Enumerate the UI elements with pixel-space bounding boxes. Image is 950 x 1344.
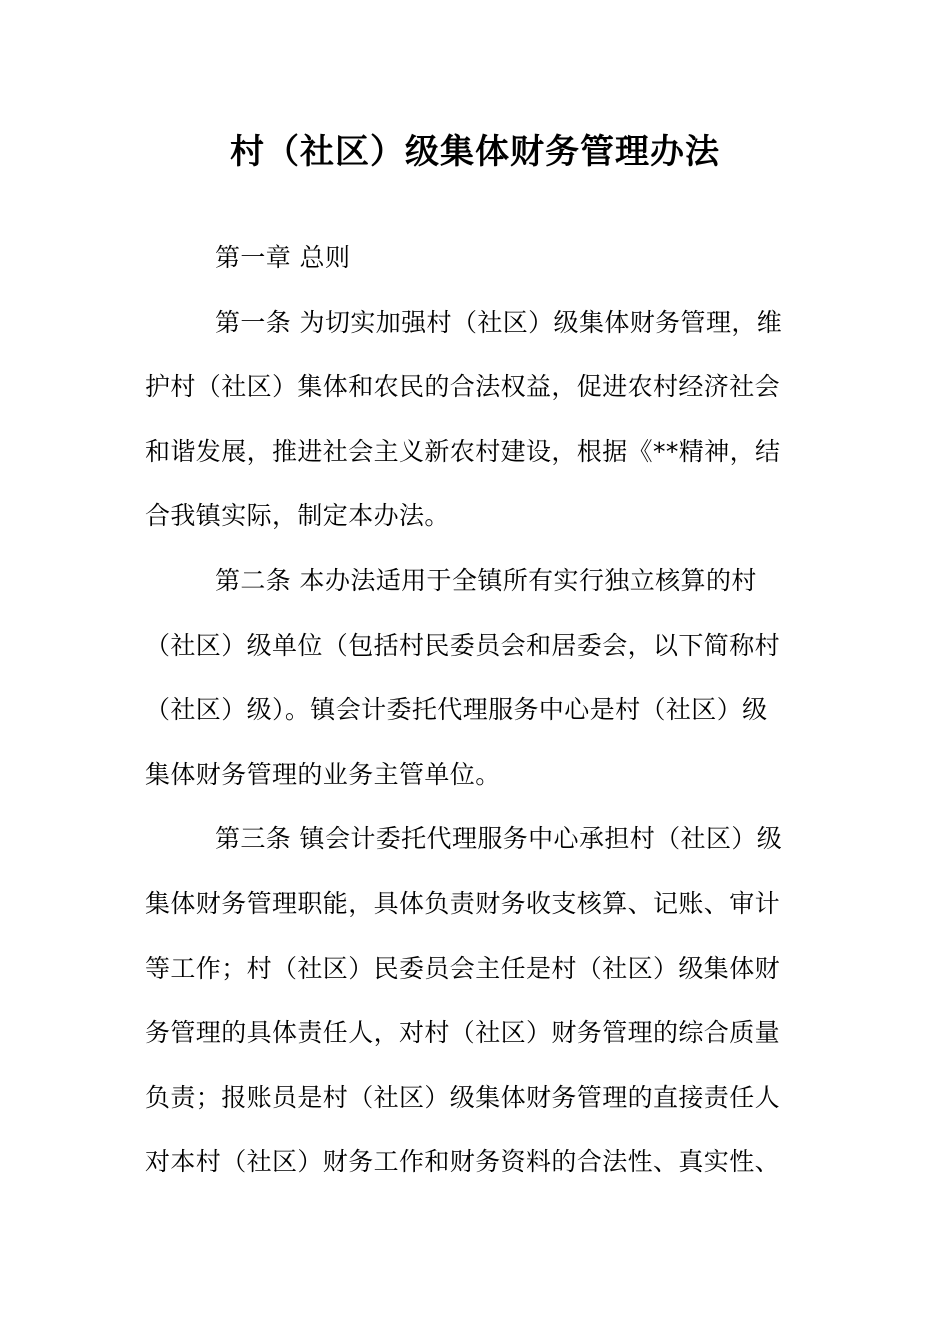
paragraph-line: （社区）级单位（包括村民委员会和居委会，以下简称村: [145, 630, 781, 660]
paragraph-line: 护村（社区）集体和农民的合法权益，促进农村经济社会: [145, 372, 781, 402]
chapter-heading: 第一章 总则: [215, 243, 351, 272]
paragraph-line: 对本村（社区）财务工作和财务资料的合法性、真实性、: [145, 1147, 781, 1177]
paragraph-line: （社区）级）。镇会计委托代理服务中心是村（社区）级: [145, 695, 768, 725]
document-body: [145, 226, 807, 1195]
paragraph-line: 第一条 为切实加强村（社区）级集体财务管理，维: [215, 307, 783, 337]
paragraph-line: 集体财务管理职能，具体负责财务收支核算、记账、审计: [145, 888, 781, 918]
paragraph-line: 等工作；村（社区）民委员会主任是村（社区）级集体财: [145, 953, 781, 983]
paragraph-line: 务管理的具体责任人，对村（社区）财务管理的综合质量: [145, 1018, 781, 1048]
paragraph-line: 第二条 本办法适用于全镇所有实行独立核算的村: [215, 565, 757, 595]
paragraph-line: 集体财务管理的业务主管单位。: [145, 759, 501, 789]
paragraph-line: 和谐发展，推进社会主义新农村建设，根据《**精神，结: [145, 436, 781, 466]
paragraph-line: 第三条 镇会计委托代理服务中心承担村（社区）级: [215, 824, 783, 854]
document-title: 村（社区）级集体财务管理办法: [230, 132, 720, 172]
paragraph-line: 负责；报账员是村（社区）级集体财务管理的直接责任人: [145, 1082, 781, 1112]
paragraph-line: 合我镇实际，制定本办法。: [145, 501, 450, 531]
